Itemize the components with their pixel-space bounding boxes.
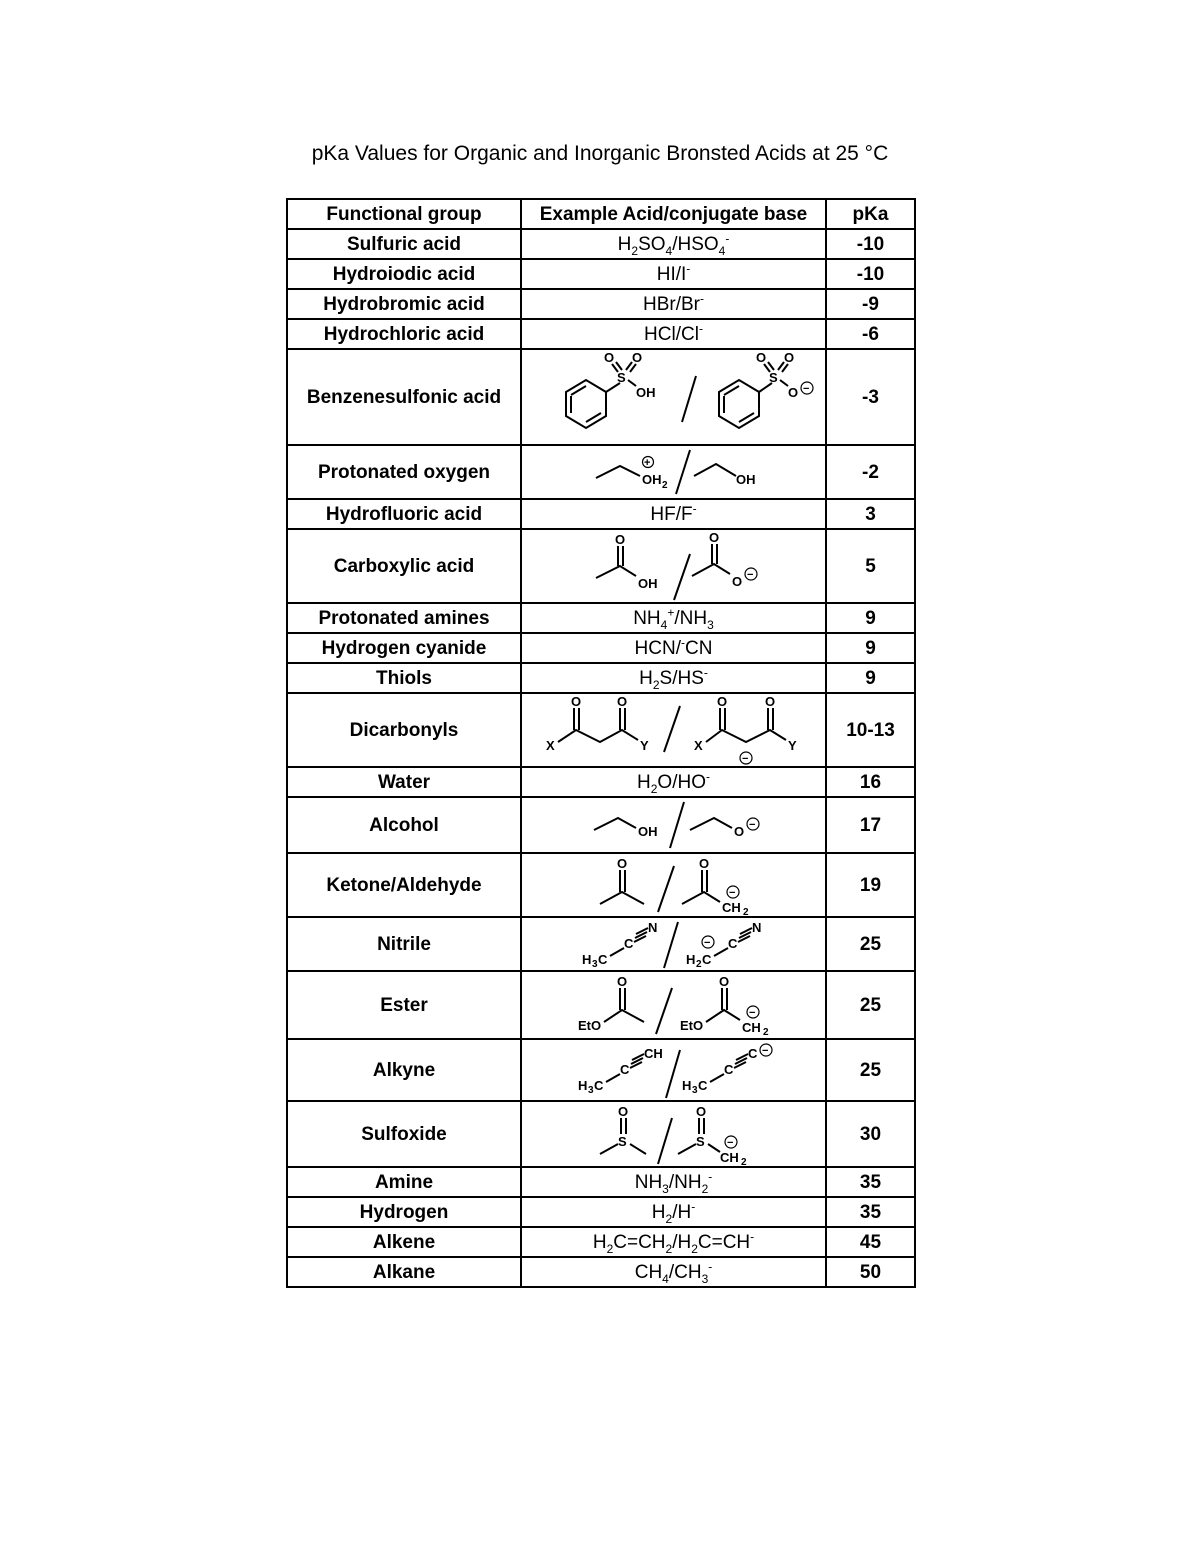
svg-text:C: C [701,952,711,967]
svg-text:CH: CH [643,1046,663,1061]
pka-cell: -10 [826,229,915,259]
svg-text:OH: OH [637,824,657,839]
example-cell [521,971,826,1039]
example-cell [521,663,826,693]
page-title: pKa Values for Organic and Inorganic Bronsted Acids at 25 °C [311,142,889,165]
svg-text:O: O [603,350,614,365]
svg-text:OH: OH [735,472,755,487]
table-row [287,1257,915,1287]
svg-text:O: O [783,350,794,365]
group-cell: Alkane [287,1257,521,1287]
protonated-oxygen-structure [524,446,824,498]
group-cell: Protonated amines [287,603,521,633]
group-cell: Thiols [287,663,521,693]
svg-text:CH: CH [719,1150,739,1165]
pka-cell: 50 [826,1257,915,1287]
pka-cell: 25 [826,971,915,1039]
svg-text:OH: OH [637,576,657,591]
svg-text:O: O [755,350,766,365]
group-cell: Nitrile [287,917,521,971]
table-header-row [287,199,915,229]
sulfoxide-structure [524,1102,824,1166]
svg-text:S: S [617,1134,627,1149]
table-row [287,259,915,289]
group-cell: Alkyne [287,1039,521,1101]
svg-text:C: C [619,1062,629,1077]
example-cell [521,445,826,499]
group-cell: Protonated oxygen [287,445,521,499]
example-cell [521,1227,826,1257]
pka-cell: 25 [826,1039,915,1101]
table-row [287,319,915,349]
formula: $H_2S/HS^-$ [639,665,708,692]
pka-cell: -6 [826,319,915,349]
group-cell: Sulfuric acid [287,229,521,259]
pka-cell: -9 [826,289,915,319]
table-row [287,229,915,259]
svg-text:CH: CH [721,900,741,915]
table-row [287,767,915,797]
table-row [287,633,915,663]
table-row [287,349,915,445]
svg-text:X: X [545,738,555,753]
dicarbonyl-structure [524,694,824,766]
table-row [287,445,915,499]
formula: HF/F- [650,501,697,525]
svg-text:Y: Y [639,738,649,753]
example-cell [521,767,826,797]
example-cell [521,693,826,767]
svg-text:OH: OH [641,472,661,487]
example-cell [521,1197,826,1227]
svg-text:O: O [787,385,798,400]
svg-text:O: O [631,350,642,365]
svg-text:O: O [731,574,742,589]
svg-text:C: C [727,936,737,951]
svg-text:H: H [581,952,591,967]
svg-text:C: C [623,936,633,951]
formula: $H_2O/HO^-$ [637,769,710,796]
group-cell: Carboxylic acid [287,529,521,603]
ester-structure [524,972,824,1038]
svg-text:3: 3 [587,1085,594,1096]
svg-text:X: X [693,738,703,753]
header-pka: pKa [826,199,915,229]
group-cell: Hydroiodic acid [287,259,521,289]
svg-text:O: O [616,694,627,709]
svg-text:O: O [617,1104,628,1119]
group-cell: Alcohol [287,797,521,853]
svg-text:C: C [593,1078,603,1093]
svg-text:−: − [748,819,755,831]
example-cell [521,797,826,853]
svg-text:EtO: EtO [679,1018,703,1033]
pka-cell: 45 [826,1227,915,1257]
table-row [287,1197,915,1227]
svg-text:O: O [733,824,744,839]
nitrile-structure [524,918,824,970]
example-cell [521,603,826,633]
svg-text:O: O [764,694,775,709]
formula: $H_2C=CH_2/H_2C=CH^-$ [592,1229,755,1256]
group-cell: Ketone/Aldehyde [287,853,521,917]
svg-text:−: − [726,1137,733,1149]
table-row [287,663,915,693]
svg-text:O: O [716,694,727,709]
table-row [287,1167,915,1197]
example-cell [521,499,826,529]
group-cell: Benzenesulfonic acid [287,349,521,445]
svg-text:2: 2 [661,480,668,491]
svg-text:2: 2 [740,1157,747,1166]
pka-cell: 9 [826,633,915,663]
example-cell [521,229,826,259]
svg-text:H: H [577,1078,587,1093]
table-row [287,499,915,529]
svg-text:C: C [747,1046,757,1061]
svg-text:N: N [751,920,761,935]
svg-text:−: − [761,1045,768,1057]
header-example: Example Acid/conjugate base [521,199,826,229]
svg-text:S: S [695,1134,705,1149]
svg-text:O: O [718,974,729,989]
pka-cell: 9 [826,603,915,633]
pka-cell: 25 [826,917,915,971]
group-cell: Alkene [287,1227,521,1257]
example-cell [521,289,826,319]
formula: HBr/Br- [643,291,704,315]
group-cell: Water [287,767,521,797]
table-row [287,797,915,853]
formula: HCN/-CN [634,635,713,659]
ketone-structure [524,854,824,916]
pka-cell: 30 [826,1101,915,1167]
pka-cell: 9 [826,663,915,693]
pka-cell: -10 [826,259,915,289]
svg-text:N: N [647,920,657,935]
example-cell [521,1257,826,1287]
pka-cell: 16 [826,767,915,797]
svg-text:EtO: EtO [577,1018,601,1033]
benzenesulfonic-acid-structure [524,350,824,444]
svg-text:−: − [703,937,710,949]
pka-cell: 19 [826,853,915,917]
svg-text:−: − [741,753,748,765]
svg-text:O: O [616,856,627,871]
svg-text:+: + [643,457,650,469]
carboxylic-acid-structure [524,530,824,602]
svg-text:−: − [748,1007,755,1019]
svg-text:C: C [697,1078,707,1093]
example-cell [521,1101,826,1167]
table-row [287,1039,915,1101]
table-row [287,289,915,319]
svg-text:O: O [698,856,709,871]
example-cell [521,917,826,971]
group-cell: Ester [287,971,521,1039]
formula: HI/I- [656,261,691,285]
table-row [287,917,915,971]
group-cell: Hydrobromic acid [287,289,521,319]
group-cell: Hydrofluoric acid [287,499,521,529]
pka-cell: 35 [826,1197,915,1227]
pka-cell: 3 [826,499,915,529]
pka-cell: 10-13 [826,693,915,767]
svg-text:O: O [708,530,719,545]
svg-text:−: − [802,383,809,395]
pka-cell: 5 [826,529,915,603]
alcohol-structure [524,798,824,852]
svg-text:H: H [681,1078,691,1093]
svg-text:3: 3 [591,959,598,970]
formula: HCl/Cl- [644,321,703,345]
example-cell [521,1039,826,1101]
example-cell [521,319,826,349]
formula: $H_2SO_4/HSO_4^-$ [617,231,730,258]
header-functional-group: Functional group [287,199,521,229]
group-cell: Hydrogen [287,1197,521,1227]
group-cell: Amine [287,1167,521,1197]
group-cell: Dicarbonyls [287,693,521,767]
example-cell [521,853,826,917]
group-cell: Hydrochloric acid [287,319,521,349]
svg-text:S: S [768,370,778,385]
svg-text:2: 2 [742,907,749,916]
alkyne-structure [524,1040,824,1100]
table-row [287,1227,915,1257]
pka-cell: 35 [826,1167,915,1197]
pka-cell: -2 [826,445,915,499]
formula: $H_2/H^-$ [651,1199,696,1226]
svg-text:−: − [728,887,735,899]
table-row [287,529,915,603]
svg-text:C: C [597,952,607,967]
formula: $NH_3/NH_2^-$ [634,1169,713,1196]
svg-text:Y: Y [787,738,797,753]
svg-text:CH: CH [741,1020,761,1035]
svg-text:OH: OH [635,385,655,400]
svg-text:O: O [570,694,581,709]
example-cell [521,349,826,445]
example-cell [521,529,826,603]
svg-text:O: O [614,532,625,547]
svg-text:2: 2 [695,959,702,970]
pka-table [286,198,916,1288]
example-cell [521,633,826,663]
table-row [287,853,915,917]
table-row [287,603,915,633]
svg-text:3: 3 [691,1085,698,1096]
group-cell: Sulfoxide [287,1101,521,1167]
svg-text:S: S [616,370,626,385]
svg-text:−: − [746,569,753,581]
example-cell [521,259,826,289]
pka-cell: -3 [826,349,915,445]
svg-text:C: C [723,1062,733,1077]
formula: $NH_4^+/NH_3$ [633,605,714,632]
svg-text:O: O [616,974,627,989]
table-row [287,693,915,767]
svg-text:2: 2 [762,1027,769,1038]
formula: $CH_4/CH_3^-$ [634,1259,713,1286]
svg-text:O: O [695,1104,706,1119]
table-row [287,1101,915,1167]
example-cell [521,1167,826,1197]
pka-cell: 17 [826,797,915,853]
group-cell: Hydrogen cyanide [287,633,521,663]
table-row [287,971,915,1039]
svg-text:H: H [685,952,695,967]
